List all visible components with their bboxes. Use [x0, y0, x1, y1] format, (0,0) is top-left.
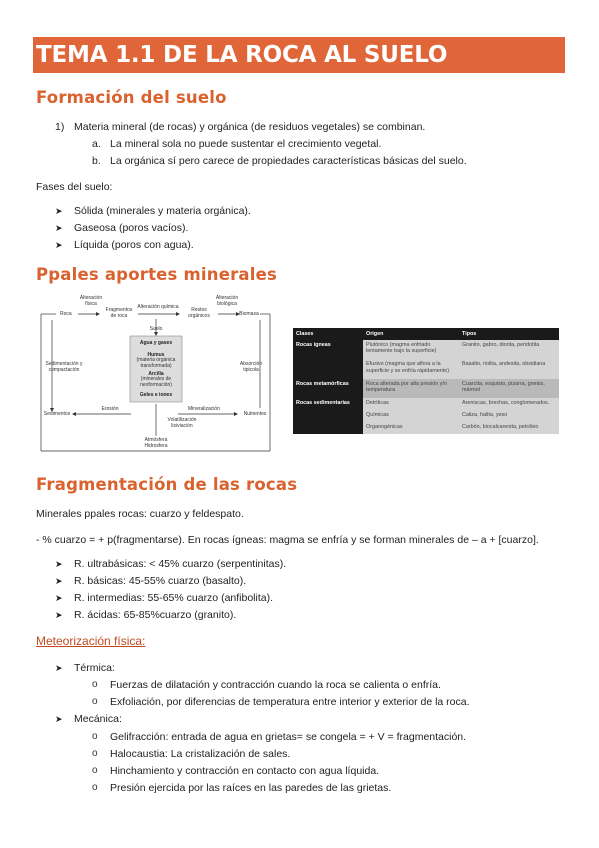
circle-bullet-icon: o	[92, 731, 98, 742]
table-cell: Carbón, biocalcarenita, petróleo	[459, 422, 559, 434]
list-item: R. ultrabásicas: < 45% cuarzo (serpentinitas).	[74, 558, 287, 570]
diag-volat: Volatilización lixiviación	[167, 417, 197, 429]
list-item: Halocaustia: La cristalización de sales.	[110, 748, 291, 760]
table-row	[293, 422, 559, 434]
diag-agua: Agua y gases	[139, 340, 173, 346]
arrow-bullet-icon: ➤	[55, 593, 63, 603]
diag-geles: Geles e iones	[139, 392, 173, 398]
diag-suelo: Suelo	[149, 326, 163, 332]
soil-cycle-diagram	[38, 296, 274, 454]
item-1: Materia mineral (de rocas) y orgánica (de residuos vegetales) se combinan.	[74, 121, 426, 133]
table-cell	[293, 422, 363, 434]
table-cell: Químicas	[363, 410, 459, 422]
table-header: Clases	[293, 328, 363, 340]
diag-humus-sub: (materia orgánica transformada)	[136, 357, 176, 369]
arrow-bullet-icon: ➤	[55, 559, 63, 569]
rock-classes-table	[293, 328, 559, 434]
circle-bullet-icon: o	[92, 782, 98, 793]
diag-alt-quimica: Alteración química	[137, 304, 179, 310]
arrow-bullet-icon: ➤	[55, 206, 63, 216]
phases-label: Fases del suelo:	[36, 181, 113, 193]
table-header: Origen	[363, 328, 459, 340]
table-cell: Detríticas	[363, 398, 459, 410]
sub-a: La mineral sola no puede sustentar el crecimiento vegetal.	[110, 138, 382, 150]
table-cell: Roca alterada por alta presión y/o temperatura	[363, 379, 459, 398]
diag-frag: Fragmentos de roca	[105, 307, 133, 319]
diag-arcilla: Arcilla	[148, 371, 164, 377]
heading-aportes: Ppales aportes minerales	[36, 265, 278, 284]
table-row	[293, 340, 559, 359]
diag-alt-fisica: Alteración física	[79, 295, 103, 307]
heading-formacion: Formación del suelo	[36, 88, 227, 107]
diag-arcilla-sub: (minerales de neoformación)	[140, 376, 172, 388]
diag-sedimentos: Sedimentos	[43, 411, 71, 417]
circle-bullet-icon: o	[92, 696, 98, 707]
table-cell: Cuarcita, esquisto, pizarra, gneiss, mármol	[459, 379, 559, 398]
diag-biomasa: Biomasa	[239, 311, 259, 317]
meteorizacion-title: Meteorización física:	[36, 634, 146, 648]
list-item: Presión ejercida por las raíces en las paredes de las grietas.	[110, 782, 392, 794]
diag-humus: Humus	[147, 352, 165, 358]
diag-erosion: Erosión	[101, 406, 119, 412]
phase-item: Sólida (minerales y materia orgánica).	[74, 205, 251, 217]
circle-bullet-icon: o	[92, 679, 98, 690]
title-bar	[33, 37, 565, 73]
table-cell: Areniscas, brechas, conglomerados.	[459, 398, 559, 410]
table-row	[293, 359, 559, 378]
diag-sed: Sedimentación y compactación	[45, 361, 83, 373]
table-cell	[293, 359, 363, 378]
list-item: R. básicas: 45-55% cuarzo (basalto).	[74, 575, 247, 587]
arrow-bullet-icon: ➤	[55, 714, 63, 724]
circle-bullet-icon: o	[92, 765, 98, 776]
heading-fragmentacion: Fragmentación de las rocas	[36, 475, 298, 494]
list-item: Fuerzas de dilatación y contracción cuando la roca se calienta o enfría.	[110, 679, 441, 691]
table-cell: Organogénicas	[363, 422, 459, 434]
diag-mineral: Mineralización	[188, 406, 220, 412]
table-row	[293, 410, 559, 422]
page-title: TEMA 1.1 DE LA ROCA AL SUELO	[36, 42, 448, 68]
phase-item: Líquida (poros con agua).	[74, 239, 194, 251]
paragraph: - % cuarzo = + p(fragmentarse). En rocas ígneas: magma se enfría y se forman minerales de – a + [cuarzo].	[36, 534, 539, 546]
table-row	[293, 379, 559, 398]
circle-bullet-icon: o	[92, 748, 98, 759]
table-cell: Caliza, halita, yeso	[459, 410, 559, 422]
paragraph: Minerales ppales rocas: cuarzo y feldespato.	[36, 508, 244, 520]
table-cell: Efusivo (magma que aflora a la superficie y se enfría rápidamente)	[363, 359, 459, 378]
table-cell: Rocas metamórficas	[293, 379, 363, 398]
table-cell: Basalto, riolita, andesita, obsidiana	[459, 359, 559, 378]
diag-nutrientes: Nutrientes	[243, 411, 267, 417]
diag-restos: Restos orgánicos	[188, 307, 210, 319]
arrow-bullet-icon: ➤	[55, 610, 63, 620]
list-item: R. ácidas: 65-85%cuarzo (granito).	[74, 609, 237, 621]
diag-alt-bio: Alteración biológica	[215, 295, 239, 307]
list-item: Mecánica:	[74, 713, 122, 725]
list-item: R. intermedias: 55-65% cuarzo (anfibolita).	[74, 592, 274, 604]
table-cell: Rocas sedimentarias	[293, 398, 363, 410]
sub-b-label: b.	[92, 155, 101, 167]
diag-atmos: Atmósfera Hidrosfera	[144, 437, 168, 449]
list-item: Hinchamiento y contracción en contacto con agua líquida.	[110, 765, 380, 777]
table-cell: Granito, gabro, diorita, peridotita	[459, 340, 559, 359]
sub-b: La orgánica sí pero carece de propiedades características básicas del suelo.	[110, 155, 467, 167]
list-item: Térmica:	[74, 662, 115, 674]
list-item: Exfoliación, por diferencias de temperatura entre interior y exterior de la roca.	[110, 696, 470, 708]
table-row	[293, 398, 559, 410]
arrow-bullet-icon: ➤	[55, 576, 63, 586]
table-cell: Plutónico (magma enfriado lentamente bajo la superficie)	[363, 340, 459, 359]
arrow-bullet-icon: ➤	[55, 223, 63, 233]
arrow-bullet-icon: ➤	[55, 240, 63, 250]
diag-absorcion: Absorción tipicola	[239, 361, 263, 373]
item-number: 1)	[55, 121, 65, 133]
table-cell	[293, 410, 363, 422]
table-header: Tipos	[459, 328, 559, 340]
table-cell: Rocas ígneas	[293, 340, 363, 359]
list-item: Gelifracción: entrada de agua en grietas= se congela = + V = fragmentación.	[110, 731, 467, 743]
phase-item: Gaseosa (poros vacíos).	[74, 222, 189, 234]
sub-a-label: a.	[92, 138, 101, 150]
diag-roca: Roca	[60, 311, 72, 317]
arrow-bullet-icon: ➤	[55, 663, 63, 673]
table-header-row	[293, 328, 559, 340]
